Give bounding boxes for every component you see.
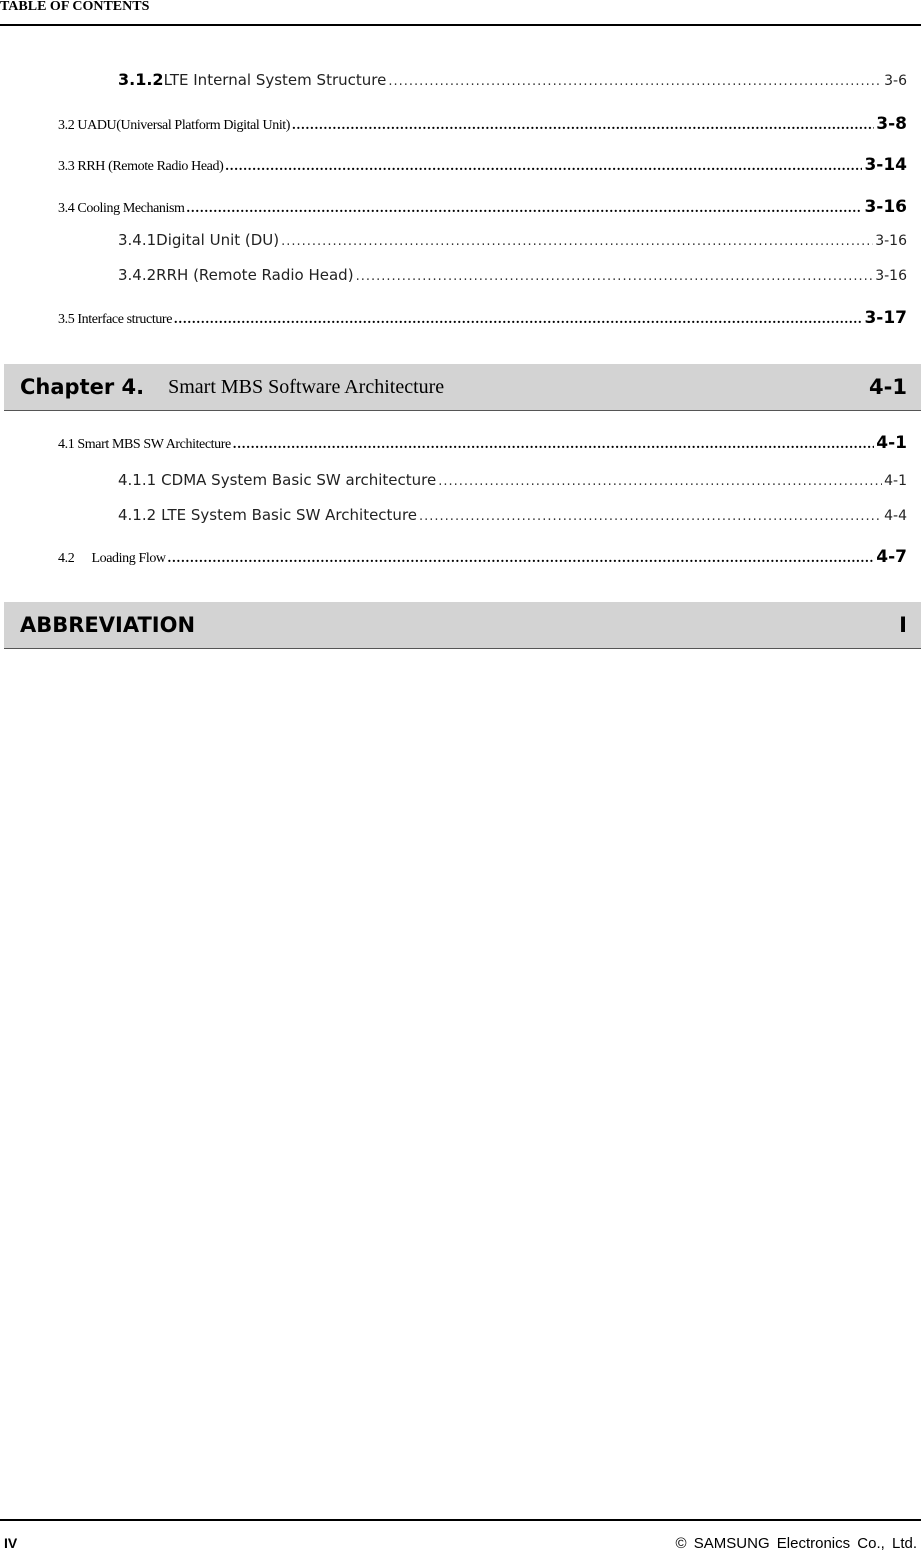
toc-entry-title: Loading Flow — [91, 551, 166, 566]
toc-entry-page: 4-1 — [876, 433, 907, 453]
chapter-4-heading[interactable] — [4, 364, 921, 411]
toc-entry-4-1[interactable] — [58, 433, 907, 453]
toc-entry-title: LTE System Basic SW Architecture — [161, 506, 418, 524]
footer-copyright: © SAMSUNG Electronics Co., Ltd. — [675, 1535, 917, 1552]
toc-entry-3-4[interactable] — [58, 197, 907, 217]
toc-entry-title: 3.4 Cooling Mechanism — [58, 201, 185, 216]
toc-entry-page: 3-8 — [876, 114, 907, 134]
abbreviation-title: ABBREVIATION — [20, 613, 196, 637]
toc-entry-page: 4-4 — [884, 508, 907, 524]
toc-leader-dots — [281, 234, 873, 249]
footer-rule — [0, 1519, 921, 1521]
toc-entry-number: 4.1.1 — [118, 471, 157, 489]
toc-leader-dots — [419, 509, 882, 524]
chapter-number: Chapter 4. — [20, 375, 145, 399]
toc-entry-3-5[interactable] — [58, 308, 907, 328]
footer-page-number: IV — [4, 1535, 18, 1551]
toc-entry-number: 3.4.2 — [118, 266, 157, 284]
toc-entry-title: 3.3 RRH (Remote Radio Head) — [58, 159, 224, 174]
toc-entry-number: 4.1.2 — [118, 506, 157, 524]
toc-entry-number: 3.1.2 — [118, 70, 164, 89]
page-header-title: TABLE OF CONTENTS — [0, 0, 150, 14]
toc-entry-4-1-1[interactable] — [118, 471, 907, 489]
toc-leader-dots — [225, 159, 862, 175]
toc-entry-3-4-1[interactable] — [118, 231, 907, 249]
chapter-page: 4-1 — [869, 375, 907, 399]
toc-entry-title: RRH (Remote Radio Head) — [156, 266, 354, 284]
toc-leader-dots — [388, 74, 882, 89]
toc-entry-number: 4.2 — [58, 551, 75, 566]
abbreviation-heading[interactable] — [4, 602, 921, 649]
toc-leader-dots — [292, 118, 874, 134]
toc-leader-dots — [233, 437, 874, 453]
toc-entry-3-3[interactable] — [58, 155, 907, 175]
toc-entry-3-1-2[interactable] — [118, 70, 907, 89]
toc-entry-3-4-2[interactable] — [118, 266, 907, 284]
header-rule — [0, 24, 921, 26]
toc-entry-title: LTE Internal System Structure — [163, 71, 387, 89]
toc-entry-title: 3.2 UADU(Universal Platform Digital Unit) — [58, 118, 291, 133]
toc-entry-number: 3.4.1 — [118, 231, 157, 249]
toc-entry-title: 3.5 Interface structure — [58, 312, 173, 327]
toc-entry-4-1-2[interactable] — [118, 506, 907, 524]
toc-entry-page: 4-1 — [884, 473, 907, 489]
toc-entry-page: 3-16 — [875, 233, 907, 249]
chapter-title: Smart MBS Software Architecture — [168, 375, 445, 398]
toc-entry-page: 4-7 — [876, 547, 907, 567]
toc-entry-page: 3-6 — [884, 73, 907, 89]
toc-entry-3-2[interactable] — [58, 114, 907, 134]
toc-leader-dots — [356, 269, 874, 284]
toc-entry-title: 4.1 Smart MBS SW Architecture — [58, 437, 231, 452]
toc-entry-page: 3-17 — [864, 308, 907, 328]
toc-leader-dots — [168, 551, 875, 567]
toc-entry-title: Digital Unit (DU) — [156, 231, 280, 249]
toc-leader-dots — [174, 312, 862, 328]
toc-entry-page: 3-14 — [864, 155, 907, 175]
toc-entry-page: 3-16 — [864, 197, 907, 217]
toc-leader-dots — [187, 201, 863, 217]
abbreviation-page: I — [899, 613, 907, 637]
toc-leader-dots — [438, 474, 882, 489]
toc-entry-page: 3-16 — [875, 268, 907, 284]
toc-entry-4-2[interactable] — [58, 547, 907, 567]
toc-entry-title: CDMA System Basic SW architecture — [161, 471, 437, 489]
